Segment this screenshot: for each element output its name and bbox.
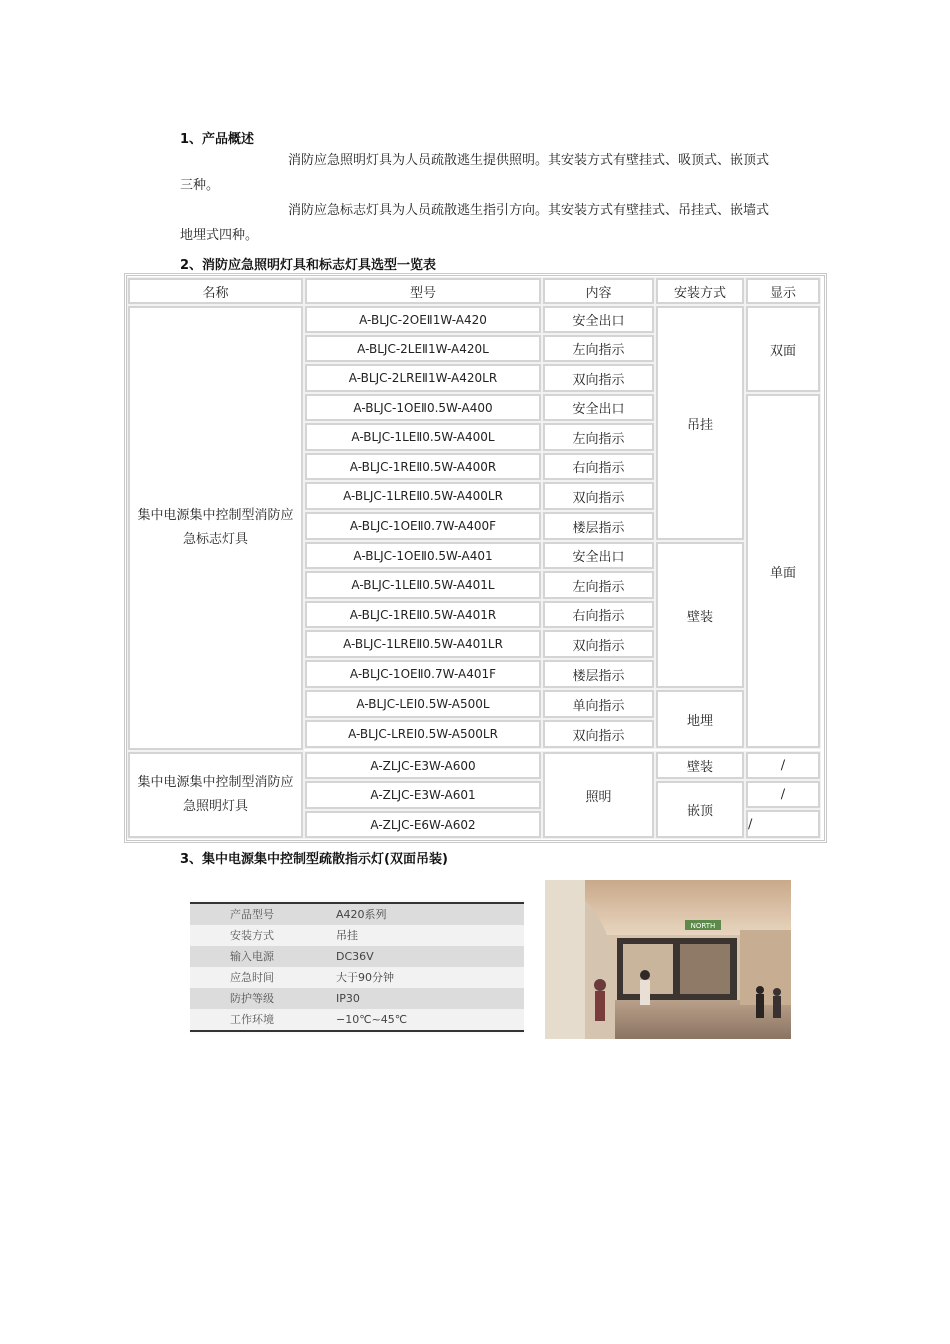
content-cell: 左向指示 <box>543 335 654 362</box>
display-single-cell: 单面 <box>746 394 820 748</box>
header-model: 型号 <box>305 278 541 304</box>
header-mount: 安装方式 <box>656 278 744 304</box>
photo-mannequin <box>640 980 650 1005</box>
mall-photo <box>545 880 791 1039</box>
model-cell: A-BLJC-1LEⅡ0.5W-A400L <box>305 423 541 451</box>
spec-key: 输入电源 <box>230 950 274 963</box>
photo-person <box>773 988 781 996</box>
section3-heading: 3、集中电源集中控制型疏散指示灯(双面吊装) <box>180 852 448 867</box>
section1-para2-line2: 地埋式四种。 <box>180 228 259 243</box>
content-cell: 楼层指示 <box>543 660 654 688</box>
photo-mannequin <box>595 991 605 1021</box>
model-cell: A-BLJC-1OEⅡ0.7W-A400F <box>305 512 541 540</box>
model-cell: A-BLJC-1REⅡ0.5W-A400R <box>305 453 541 480</box>
content-cell: 双向指示 <box>543 720 654 748</box>
spec-key: 安装方式 <box>230 929 274 942</box>
model-cell: A-BLJC-LEⅠ0.5W-A500L <box>305 690 541 718</box>
section1-heading: 1、产品概述 <box>180 132 255 147</box>
spec-table-image <box>190 900 524 1034</box>
model-cell: A-BLJC-1LREⅡ0.5W-A401LR <box>305 630 541 658</box>
model-cell: A-ZLJC-E3W-A600 <box>305 752 541 779</box>
spec-row <box>190 1009 524 1030</box>
photo-person <box>756 994 764 1018</box>
photo-column <box>545 880 585 1039</box>
model-cell: A-ZLJC-E6W-A602 <box>305 811 541 838</box>
content-cell: 右向指示 <box>543 601 654 628</box>
photo-window <box>680 944 730 994</box>
section1-para1-line1: 消防应急照明灯具为人员疏散逃生提供照明。其安装方式有壁挂式、吸顶式、嵌顶式 <box>288 153 770 168</box>
section1-para1-line2: 三种。 <box>180 178 220 193</box>
spec-key: 工作环境 <box>230 1013 274 1026</box>
content-lighting-cell: 照明 <box>543 752 654 838</box>
mount-wall2-cell: 壁装 <box>656 752 744 779</box>
mount-hang-cell: 吊挂 <box>656 306 744 540</box>
spec-row <box>190 946 524 967</box>
spec-value: IP30 <box>336 992 360 1005</box>
photo-mannequin <box>640 970 650 980</box>
section2-heading: 2、消防应急照明灯具和标志灯具选型一览表 <box>180 258 437 273</box>
content-cell: 安全出口 <box>543 542 654 569</box>
photo-corridor <box>740 930 791 1005</box>
content-cell: 安全出口 <box>543 306 654 333</box>
spec-value: A420系列 <box>336 908 387 921</box>
mount-ground-cell: 地埋 <box>656 690 744 748</box>
display-slash-cell: / <box>746 781 820 808</box>
model-cell: A-BLJC-1LREⅡ0.5W-A400LR <box>305 482 541 510</box>
display-double-cell: 双面 <box>746 306 820 392</box>
model-cell: A-BLJC-1OEⅡ0.7W-A401F <box>305 660 541 688</box>
content-cell: 左向指示 <box>543 571 654 599</box>
model-cell: A-BLJC-LREⅠ0.5W-A500LR <box>305 720 541 748</box>
section1-para2-line1: 消防应急标志灯具为人员疏散逃生指引方向。其安装方式有壁挂式、吊挂式、嵌墙式 <box>288 203 770 218</box>
spec-value: 大于90分钟 <box>336 971 394 984</box>
group2-name-line1: 集中电源集中控制型消防应 <box>137 775 294 790</box>
spec-row <box>190 967 524 988</box>
photo-person <box>756 986 764 994</box>
header-name: 名称 <box>128 278 303 304</box>
spec-value: DC36V <box>336 950 374 963</box>
photo-mannequin <box>594 979 606 991</box>
display-slash-cell: / <box>746 752 820 779</box>
content-cell: 双向指示 <box>543 482 654 510</box>
mount-ceiling-cell: 嵌顶 <box>656 781 744 838</box>
spec-row <box>190 925 524 946</box>
content-cell: 右向指示 <box>543 453 654 480</box>
selection-table <box>124 273 827 843</box>
content-cell: 双向指示 <box>543 364 654 392</box>
model-cell: A-BLJC-2LEⅡ1W-A420L <box>305 335 541 362</box>
photo-sign-text: NORTH <box>690 922 716 930</box>
content-cell: 安全出口 <box>543 394 654 421</box>
content-cell: 双向指示 <box>543 630 654 658</box>
model-cell: A-ZLJC-E3W-A601 <box>305 781 541 809</box>
spec-key: 产品型号 <box>230 908 274 921</box>
mall-photo-svg <box>545 880 791 1039</box>
spec-value: −10℃~45℃ <box>336 1013 408 1026</box>
spec-row <box>190 988 524 1009</box>
content-cell: 楼层指示 <box>543 512 654 540</box>
spec-row <box>190 904 524 925</box>
content-cell: 左向指示 <box>543 423 654 451</box>
content-cell: 单向指示 <box>543 690 654 718</box>
header-content: 内容 <box>543 278 654 304</box>
display-slash-cell: / <box>746 810 820 838</box>
group2-name-line2: 急照明灯具 <box>182 799 248 814</box>
model-cell: A-BLJC-1OEⅡ0.5W-A401 <box>305 542 541 569</box>
model-cell: A-BLJC-1OEⅡ0.5W-A400 <box>305 394 541 421</box>
spec-key: 防护等级 <box>230 992 274 1005</box>
spec-value: 吊挂 <box>336 929 358 942</box>
model-cell: A-BLJC-2OEⅡ1W-A420 <box>305 306 541 333</box>
spec-bottom-rule <box>190 1030 524 1032</box>
group1-name-text <box>137 504 293 552</box>
model-cell: A-BLJC-1LEⅡ0.5W-A401L <box>305 571 541 599</box>
group2-name-text <box>137 771 293 819</box>
model-cell: A-BLJC-1REⅡ0.5W-A401R <box>305 601 541 628</box>
group1-name-line1: 集中电源集中控制型消防应 <box>137 508 294 523</box>
header-display: 显示 <box>746 278 820 304</box>
model-cell: A-BLJC-2LREⅡ1W-A420LR <box>305 364 541 392</box>
spec-key: 应急时间 <box>230 971 274 984</box>
mount-wall-cell: 壁装 <box>656 542 744 688</box>
group2-name <box>128 752 303 838</box>
photo-person <box>773 996 781 1018</box>
group1-name-line2: 急标志灯具 <box>182 532 248 547</box>
group1-name <box>128 306 303 750</box>
